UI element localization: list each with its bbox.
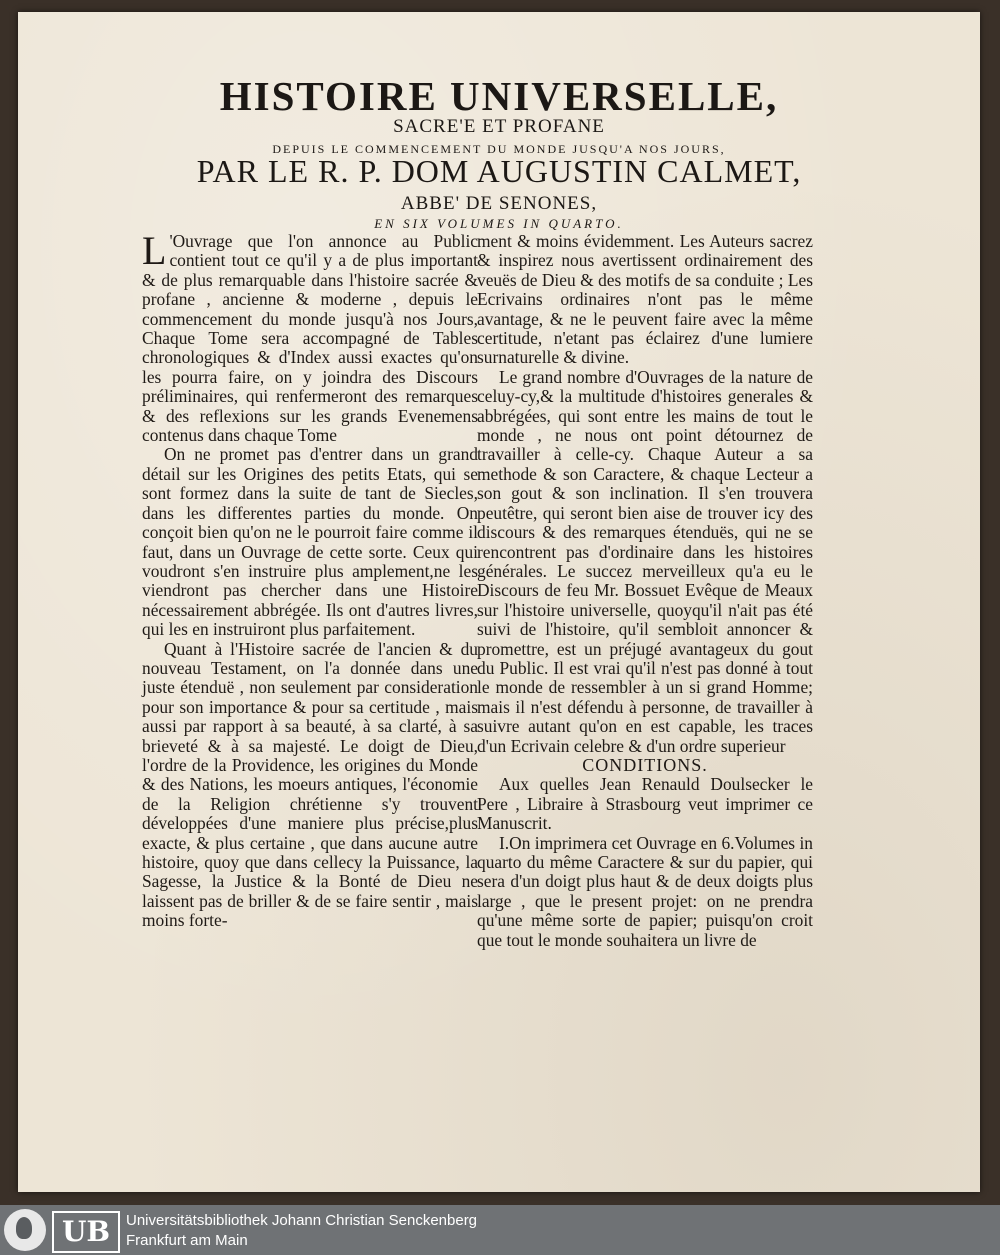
document-subtitle: SACRE'E ET PROFANE <box>393 116 605 137</box>
conditions-heading: CONDITIONS. <box>582 754 708 775</box>
document-format: EN SIX VOLUMES IN QUARTO. <box>374 216 624 231</box>
right-column <box>477 232 813 950</box>
portrait-icon <box>4 1209 46 1251</box>
drop-cap: L <box>142 228 167 273</box>
paragraph <box>142 228 478 446</box>
paragraph: Le grand nombre d'Ouvrages de la nature de celuy-cy,& la multitude d'histoires generales & abbrégées, qui sont entre les mains de tout le monde , ne nous ont point détournez de travailler à celle-cy. Chaque Auteur a sa methode & son Caractere, & chaque Lecteur a son gout & son inclination. Il s'en trouvera peutêtre, qui seront bien aise de trouver icy des discours & des remarques étenduës, qui ne se rencontrent pas d'ordinaire dans les histoires générales. Le succez merveilleux qu'a eu le Discours de feu Mr. Bossuet Evêque de Meaux sur l'histoire universelle, quoyqu'il n'ait pas été suivi de l'histoire, qu'il sembloit annoncer & promettre, est un préjugé avantageux du gout du Public. Il est vrai qu'il n'est pas donné à tout le monde de ressembler à un si grand Homme; mais il n'est défendu à personne, de travailler à suivre autant qu'on en est capable, les traces d'un Ecrivain celebre & d'un ordre superieur <box>477 366 813 756</box>
paragraph: I.On imprimera cet Ouvrage en 6.Volumes in quarto du même Caractere & sur du papier, qui sera d'un doigt plus haut & de deux doigts plus large , que le present projet: on ne prendra qu'une même sorte de papier; puisqu'on croit que tout le monde souhaitera un livre de <box>477 832 813 950</box>
ub-logo-text: UB <box>52 1211 120 1253</box>
document-page <box>18 12 980 1192</box>
document-title: HISTOIRE UNIVERSELLE, <box>219 73 779 119</box>
paragraph-text: 'Ouvrage que l'on annonce au Public contient tout ce qu'il y a de plus important & de plus remarquable dans l'histoire sacrée & profane , ancienne & moderne , depuis le commencement du monde jusqu'à nos Jours, Chaque Tome sera accompagné de Tables chronologiques & d'Index aussi exactes qu'on les pourra faire, on y joindra des Discours préliminaires, qui renfermeront des remarques & des reflexions sur les grands Evenemens contenus dans chaque Tome <box>142 231 478 446</box>
paragraph: Quant à l'Histoire sacrée de l'ancien & du nouveau Testament, on l'a donnée dans une juste étenduë , non seulement par consideration pour son importance & pour sa certitude , mais aussi par rapport à sa beauté, à sa clarté, à sa brieveté & à sa majesté. Le doigt de Dieu, l'ordre de la Providence, les origines du Monde & des Nations, les moeurs antiques, l'économie de la Religion chrétienne s'y trouvent développées d'une maniere plus précise,plus exacte, & plus certaine , que dans aucune autre histoire, quoy que dans cellecy la Puissance, la Sagesse, la Justice & la Bonté de Dieu ne laissent pas de briller & de se faire sentir , mais moins forte- <box>142 638 478 931</box>
document-author: PAR LE R. P. DOM AUGUSTIN CALMET, <box>196 153 802 189</box>
library-footer <box>0 1205 1000 1255</box>
paragraph: On ne promet pas d'entrer dans un grand détail sur les Origines des petits Etats, qui se sont formez dans la suite de tant de Siecles, dans les differentes parties du monde. On conçoit bien qu'on ne le pourroit faire comme il faut, dans un Ouvrage de cette sorte. Ceux qui voudront s'en instruire plus amplement,ne les viendront pas chercher dans une Histoire nécessairement abbrégée. Ils ont d'autres livres, qui les en instruiront plus parfaitement. <box>142 444 478 640</box>
left-column <box>142 228 478 931</box>
paragraph: Aux quelles Jean Renauld Doulsecker le Pere , Libraire à Strasbourg veut imprimer ce Manuscrit. <box>477 774 813 834</box>
document-span: DEPUIS LE COMMENCEMENT DU MONDE JUSQU'A NOS JOURS, <box>272 142 726 156</box>
library-name: Universitätsbibliothek Johann Christian Senckenberg <box>126 1212 478 1229</box>
library-logo[interactable] <box>4 1209 116 1251</box>
library-location: Frankfurt am Main <box>126 1232 248 1249</box>
paragraph: ment & moins évidemment. Les Auteurs sacrez & inspirez nous avertissent ordinairement des veuës de Dieu & des motifs de sa conduite ; Les Ecrivains ordinaires n'ont pas le même avantage, & ne le peuvent faire avec la même certitude, n'etant pas éclairez d'une lumiere surnaturelle & divine. <box>477 231 813 368</box>
document-author-title: ABBE' DE SENONES, <box>400 193 598 214</box>
